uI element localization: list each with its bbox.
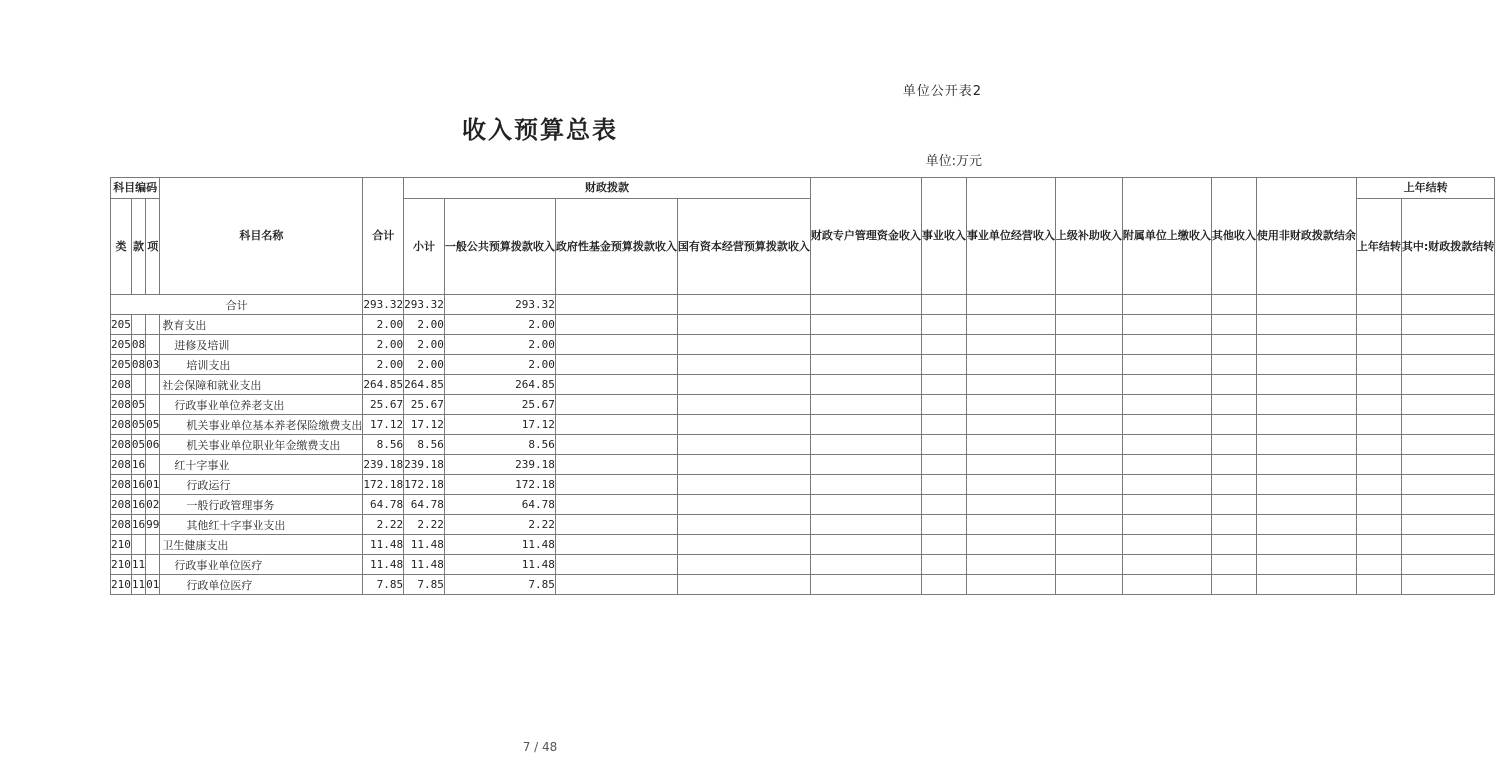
row-xiang: 05: [146, 415, 160, 435]
empty-cell: [1256, 435, 1356, 455]
row-general-budget: 2.00: [444, 315, 555, 335]
row-kuan: 16: [131, 455, 145, 475]
table-row: [111, 455, 1495, 475]
empty-cell: [921, 475, 966, 495]
empty-cell: [1356, 555, 1401, 575]
empty-cell: [966, 555, 1055, 575]
table-row: [111, 415, 1495, 435]
row-subtotal: 2.00: [404, 355, 445, 375]
empty-cell: [1211, 335, 1256, 355]
empty-cell: [1122, 555, 1211, 575]
table-row: [111, 555, 1495, 575]
row-total: 2.00: [363, 335, 404, 355]
row-subject-name: 行政事业单位养老支出: [160, 395, 363, 415]
empty-cell: [1401, 495, 1494, 515]
empty-cell: [966, 535, 1055, 555]
empty-cell: [1122, 315, 1211, 335]
row-lei: 208: [111, 395, 132, 415]
empty-cell: [677, 535, 810, 555]
empty-cell: [1055, 355, 1122, 375]
row-lei: 205: [111, 335, 132, 355]
empty-cell: [810, 315, 921, 335]
row-subtotal: 264.85: [404, 375, 445, 395]
row-lei: 208: [111, 475, 132, 495]
empty-cell: [1356, 355, 1401, 375]
row-subject-name: 行政事业单位医疗: [160, 555, 363, 575]
row-xiang: [146, 555, 160, 575]
row-total: 17.12: [363, 415, 404, 435]
row-subtotal: 25.67: [404, 395, 445, 415]
empty-cell: [1256, 375, 1356, 395]
empty-cell: [677, 375, 810, 395]
empty-cell: [677, 455, 810, 475]
empty-cell: [677, 475, 810, 495]
row-subtotal: 2.00: [404, 315, 445, 335]
empty-cell: [1356, 575, 1401, 595]
header-lei: 类: [111, 199, 132, 295]
header-fiscal-special: 财政专户管理资金收入: [810, 178, 921, 295]
row-kuan: [131, 375, 145, 395]
empty-cell: [1256, 575, 1356, 595]
row-xiang: 99: [146, 515, 160, 535]
empty-cell: [1401, 515, 1494, 535]
row-kuan: 05: [131, 415, 145, 435]
row-xiang: [146, 395, 160, 415]
row-total: 2.22: [363, 515, 404, 535]
table-row: [111, 475, 1495, 495]
empty-cell: [1055, 555, 1122, 575]
empty-cell: [1356, 315, 1401, 335]
empty-cell: [555, 495, 677, 515]
empty-cell: [921, 315, 966, 335]
empty-cell: [555, 355, 677, 375]
empty-cell: [1211, 475, 1256, 495]
row-total: 25.67: [363, 395, 404, 415]
empty-cell: [1122, 395, 1211, 415]
empty-cell: [966, 355, 1055, 375]
empty-cell: [810, 555, 921, 575]
row-lei: 208: [111, 435, 132, 455]
table-row: [111, 375, 1495, 395]
header-fiscal: 财政拨款: [404, 178, 811, 199]
empty-cell: [1356, 335, 1401, 355]
empty-cell: [1256, 515, 1356, 535]
empty-cell: [677, 515, 810, 535]
row-subtotal: 7.85: [404, 575, 445, 595]
empty-cell: [1211, 395, 1256, 415]
empty-cell: [677, 395, 810, 415]
empty-cell: [1055, 475, 1122, 495]
empty-cell: [966, 375, 1055, 395]
empty-cell: [1401, 355, 1494, 375]
empty-cell: [1122, 455, 1211, 475]
empty-cell: [1401, 395, 1494, 415]
header-kuan: 款: [131, 199, 145, 295]
empty-cell: [1256, 555, 1356, 575]
empty-cell: [1122, 495, 1211, 515]
empty-cell: [1356, 395, 1401, 415]
row-general-budget: 11.48: [444, 555, 555, 575]
total-label: 合计: [111, 295, 363, 315]
table-body: [111, 295, 1495, 595]
row-general-budget: 7.85: [444, 575, 555, 595]
empty-cell: [966, 455, 1055, 475]
row-subject-name: 行政单位医疗: [160, 575, 363, 595]
empty-cell: [1356, 415, 1401, 435]
empty-cell: [1401, 375, 1494, 395]
row-subject-name: 一般行政管理事务: [160, 495, 363, 515]
empty-cell: [555, 575, 677, 595]
header-xiang: 项: [146, 199, 160, 295]
row-subject-name: 进修及培训: [160, 335, 363, 355]
header-non-fiscal-balance: 使用非财政拨款结余: [1256, 178, 1356, 295]
empty-cell: [966, 415, 1055, 435]
row-general-budget: 264.85: [444, 375, 555, 395]
table-row: [111, 395, 1495, 415]
empty-cell: [1356, 535, 1401, 555]
empty-cell: [1256, 475, 1356, 495]
empty-cell: [810, 435, 921, 455]
empty-cell: [1055, 515, 1122, 535]
empty-cell: [810, 495, 921, 515]
income-budget-table: [110, 177, 1495, 595]
empty-cell: [921, 455, 966, 475]
table-row: [111, 495, 1495, 515]
empty-cell: [677, 415, 810, 435]
row-kuan: 08: [131, 335, 145, 355]
empty-cell: [1055, 315, 1122, 335]
table-row: [111, 535, 1495, 555]
empty-cell: [921, 375, 966, 395]
empty-cell: [555, 315, 677, 335]
empty-cell: [1401, 335, 1494, 355]
empty-cell: [810, 335, 921, 355]
empty-cell: [1256, 335, 1356, 355]
row-total: 64.78: [363, 495, 404, 515]
row-xiang: [146, 535, 160, 555]
empty-cell: [966, 395, 1055, 415]
row-lei: 205: [111, 315, 132, 335]
empty-cell: [1256, 535, 1356, 555]
empty-cell: [966, 315, 1055, 335]
empty-cell: [1401, 535, 1494, 555]
row-lei: 208: [111, 415, 132, 435]
empty-cell: [1211, 415, 1256, 435]
empty-cell: [1256, 355, 1356, 375]
row-subtotal: 64.78: [404, 495, 445, 515]
empty-cell: [555, 395, 677, 415]
empty-cell: [810, 535, 921, 555]
row-general-budget: 172.18: [444, 475, 555, 495]
row-total: 2.00: [363, 315, 404, 335]
empty-cell: [921, 435, 966, 455]
empty-cell: [1122, 435, 1211, 455]
row-lei: 208: [111, 455, 132, 475]
row-total: 8.56: [363, 435, 404, 455]
row-subject-name: 其他红十字事业支出: [160, 515, 363, 535]
empty-cell: [1055, 335, 1122, 355]
empty-cell: [921, 355, 966, 375]
empty-cell: [1356, 475, 1401, 495]
empty-cell: [1211, 515, 1256, 535]
row-kuan: 16: [131, 495, 145, 515]
row-lei: 208: [111, 375, 132, 395]
header-prev-carry-sub: 上年结转: [1356, 199, 1401, 295]
row-total: 11.48: [363, 535, 404, 555]
row-xiang: [146, 315, 160, 335]
empty-cell: [810, 455, 921, 475]
empty-cell: [810, 355, 921, 375]
row-subject-name: 卫生健康支出: [160, 535, 363, 555]
empty-cell: [810, 375, 921, 395]
row-xiang: 03: [146, 355, 160, 375]
row-general-budget: 2.22: [444, 515, 555, 535]
empty-cell: [966, 495, 1055, 515]
table-row: [111, 335, 1495, 355]
empty-cell: [1055, 375, 1122, 395]
row-general-budget: 11.48: [444, 535, 555, 555]
empty-cell: [555, 335, 677, 355]
row-lei: 208: [111, 515, 132, 535]
row-xiang: 06: [146, 435, 160, 455]
row-subject-name: 机关事业单位职业年金缴费支出: [160, 435, 363, 455]
row-subtotal: 11.48: [404, 535, 445, 555]
empty-cell: [555, 535, 677, 555]
empty-cell: [1401, 315, 1494, 335]
empty-cell: [1401, 415, 1494, 435]
row-general-budget: 8.56: [444, 435, 555, 455]
header-subject-name: 科目名称: [160, 178, 363, 295]
header-state-capital: 国有资本经营预算拨款收入: [677, 199, 810, 295]
total-general: 293.32: [444, 295, 555, 315]
empty-cell: [1356, 455, 1401, 475]
empty-cell: [555, 375, 677, 395]
empty-cell: [1256, 395, 1356, 415]
empty-cell: [1211, 455, 1256, 475]
row-kuan: [131, 315, 145, 335]
empty-cell: [1256, 495, 1356, 515]
form-number: 单位公开表2: [902, 84, 982, 99]
row-kuan: [131, 535, 145, 555]
empty-cell: [1055, 575, 1122, 595]
empty-cell: [677, 575, 810, 595]
empty-cell: [555, 515, 677, 535]
header-other: 其他收入: [1211, 178, 1256, 295]
empty-cell: [1122, 475, 1211, 495]
empty-cell: [1055, 535, 1122, 555]
empty-cell: [1122, 375, 1211, 395]
header-subtotal: 小计: [404, 199, 445, 295]
table-row: [111, 435, 1495, 455]
row-kuan: 16: [131, 515, 145, 535]
empty-cell: [677, 315, 810, 335]
empty-cell: [1356, 435, 1401, 455]
empty-cell: [677, 435, 810, 455]
row-general-budget: 2.00: [444, 355, 555, 375]
row-xiang: 02: [146, 495, 160, 515]
row-subject-name: 红十字事业: [160, 455, 363, 475]
empty-cell: [1211, 535, 1256, 555]
row-lei: 208: [111, 495, 132, 515]
row-subtotal: 8.56: [404, 435, 445, 455]
empty-cell: [1122, 335, 1211, 355]
empty-cell: [1122, 355, 1211, 375]
row-lei: 210: [111, 535, 132, 555]
empty-cell: [1256, 415, 1356, 435]
empty-cell: [555, 435, 677, 455]
row-xiang: [146, 335, 160, 355]
empty-cell: [966, 515, 1055, 535]
empty-cell: [921, 555, 966, 575]
row-general-budget: 2.00: [444, 335, 555, 355]
empty-cell: [921, 395, 966, 415]
row-total: 2.00: [363, 355, 404, 375]
empty-cell: [677, 495, 810, 515]
empty-cell: [1211, 315, 1256, 335]
row-xiang: 01: [146, 575, 160, 595]
empty-cell: [921, 415, 966, 435]
empty-cell: [1401, 575, 1494, 595]
header-business-ops: 事业单位经营收入: [966, 178, 1055, 295]
empty-cell: [555, 475, 677, 495]
empty-cell: [1211, 355, 1256, 375]
header-superior-subsidy: 上级补助收入: [1055, 178, 1122, 295]
empty-cell: [921, 575, 966, 595]
total-amount: 293.32: [363, 295, 404, 315]
row-xiang: [146, 455, 160, 475]
empty-cell: [966, 435, 1055, 455]
empty-cell: [1211, 375, 1256, 395]
empty-cell: [677, 355, 810, 375]
row-kuan: 11: [131, 555, 145, 575]
row-general-budget: 25.67: [444, 395, 555, 415]
empty-cell: [810, 395, 921, 415]
empty-cell: [1401, 455, 1494, 475]
header-business: 事业收入: [921, 178, 966, 295]
empty-cell: [555, 455, 677, 475]
row-subject-name: 社会保障和就业支出: [160, 375, 363, 395]
empty-cell: [555, 555, 677, 575]
row-subject-name: 培训支出: [160, 355, 363, 375]
empty-cell: [1122, 415, 1211, 435]
table-row: [111, 355, 1495, 375]
empty-cell: [810, 415, 921, 435]
row-subject-name: 机关事业单位基本养老保险缴费支出: [160, 415, 363, 435]
row-subtotal: 239.18: [404, 455, 445, 475]
empty-cell: [1055, 415, 1122, 435]
empty-cell: [1211, 435, 1256, 455]
empty-cell: [921, 495, 966, 515]
row-total: 11.48: [363, 555, 404, 575]
header-prev-carry-fiscal: 其中:财政拨款结转: [1401, 199, 1494, 295]
empty-cell: [810, 575, 921, 595]
row-total: 7.85: [363, 575, 404, 595]
empty-cell: [1122, 535, 1211, 555]
header-subject-code: 科目编码: [111, 178, 160, 199]
empty-cell: [1256, 315, 1356, 335]
row-subtotal: 17.12: [404, 415, 445, 435]
row-general-budget: 239.18: [444, 455, 555, 475]
row-subtotal: 172.18: [404, 475, 445, 495]
table-row: [111, 575, 1495, 595]
empty-cell: [1356, 515, 1401, 535]
empty-cell: [1356, 375, 1401, 395]
page-title: 收入预算总表: [462, 116, 618, 144]
empty-cell: [1256, 455, 1356, 475]
header-general-budget: 一般公共预算拨款收入: [444, 199, 555, 295]
row-xiang: [146, 375, 160, 395]
empty-cell: [1401, 475, 1494, 495]
empty-cell: [810, 475, 921, 495]
header-affiliated: 附属单位上缴收入: [1122, 178, 1211, 295]
page-number: 7 / 48: [522, 740, 558, 754]
empty-cell: [677, 335, 810, 355]
empty-cell: [1211, 575, 1256, 595]
row-general-budget: 64.78: [444, 495, 555, 515]
empty-cell: [1122, 575, 1211, 595]
empty-cell: [1055, 435, 1122, 455]
empty-cell: [1055, 495, 1122, 515]
unit-label: 单位:万元: [925, 154, 982, 169]
row-total: 172.18: [363, 475, 404, 495]
empty-cell: [677, 555, 810, 575]
row-total: 239.18: [363, 455, 404, 475]
row-subject-name: 教育支出: [160, 315, 363, 335]
empty-cell: [1401, 435, 1494, 455]
total-row: [111, 295, 1495, 315]
header-total: 合计: [363, 178, 404, 295]
empty-cell: [921, 535, 966, 555]
empty-cell: [555, 415, 677, 435]
total-subtotal: 293.32: [404, 295, 445, 315]
row-xiang: 01: [146, 475, 160, 495]
row-lei: 210: [111, 575, 132, 595]
row-kuan: 05: [131, 435, 145, 455]
empty-cell: [921, 515, 966, 535]
header-prev-carry: 上年结转: [1356, 178, 1494, 199]
empty-cell: [966, 335, 1055, 355]
empty-cell: [1055, 395, 1122, 415]
empty-cell: [1356, 495, 1401, 515]
row-kuan: 05: [131, 395, 145, 415]
row-lei: 210: [111, 555, 132, 575]
row-subject-name: 行政运行: [160, 475, 363, 495]
row-general-budget: 17.12: [444, 415, 555, 435]
empty-cell: [1211, 495, 1256, 515]
header-gov-fund: 政府性基金预算拨款收入: [555, 199, 677, 295]
empty-cell: [1122, 515, 1211, 535]
empty-cell: [1211, 555, 1256, 575]
row-total: 264.85: [363, 375, 404, 395]
row-kuan: 16: [131, 475, 145, 495]
empty-cell: [810, 515, 921, 535]
empty-cell: [1401, 555, 1494, 575]
row-subtotal: 11.48: [404, 555, 445, 575]
empty-cell: [966, 475, 1055, 495]
row-subtotal: 2.22: [404, 515, 445, 535]
row-kuan: 11: [131, 575, 145, 595]
table-row: [111, 315, 1495, 335]
row-subtotal: 2.00: [404, 335, 445, 355]
row-lei: 205: [111, 355, 132, 375]
empty-cell: [1055, 455, 1122, 475]
empty-cell: [966, 575, 1055, 595]
row-kuan: 08: [131, 355, 145, 375]
table-row: [111, 515, 1495, 535]
empty-cell: [921, 335, 966, 355]
